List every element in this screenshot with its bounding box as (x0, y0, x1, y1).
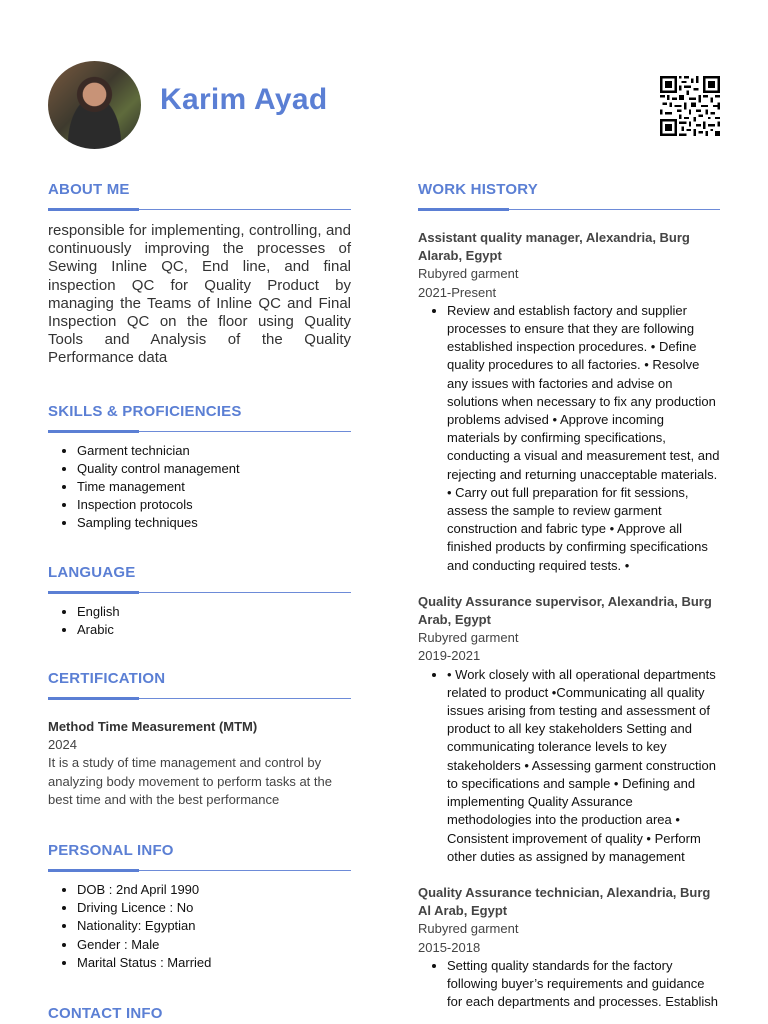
personal-section (48, 841, 351, 972)
job-description: • • Work closely with all operational departments related to product •Communicating all quality issues arising from testing and assessment of product to all key stakeholders Setting and communicating tolerance levels to key stakeholders • Assessing garment construction to specifications and sample • Defining and implementing Quality Assurance methodologies into the production area • Consistent improvement of quality • Perform other duties as assigned by management (447, 666, 720, 866)
section-divider (48, 431, 351, 433)
list-item: • Inspection protocols (77, 496, 351, 514)
contact-title: CONTACT INFO (48, 1005, 163, 1023)
skills-list (48, 442, 351, 533)
job-title: Assistant quality manager, Alexandria, Burg Alarab, Egypt (418, 230, 690, 264)
job-description-list (418, 302, 720, 575)
list-item: • Time management (77, 478, 351, 496)
language-list (48, 603, 351, 639)
language-section (48, 563, 351, 639)
personal-title: PERSONAL INFO (48, 842, 174, 860)
skills-title: SKILLS & PROFICIENCIES (48, 402, 242, 420)
job-company: Rubyred garment (418, 921, 519, 937)
job-description-list (418, 957, 720, 1012)
candidate-name: Karim Ayad (160, 83, 328, 116)
list-item: • Nationality: Egyptian (77, 917, 351, 935)
work-section (418, 180, 720, 1011)
job-entry (418, 884, 720, 1011)
job-company: Rubyred garment (418, 630, 519, 646)
job-title: Quality Assurance supervisor, Alexandria, Burg Arab, Egypt (418, 593, 712, 628)
job-period: 2021-Present (418, 284, 497, 300)
job-period: 2015-2018 (418, 939, 481, 955)
list-item: • Garment technician (77, 442, 351, 460)
skills-section (48, 402, 351, 533)
qr-code-icon[interactable] (660, 76, 720, 136)
section-divider (48, 592, 351, 594)
contact-section (48, 1004, 351, 1024)
job-company: Rubyred garment (418, 266, 519, 282)
certification-name: Method Time Measurement (MTM) (48, 719, 258, 735)
work-title: WORK HISTORY (418, 181, 538, 198)
list-item: • Quality control management (77, 460, 351, 478)
right-column (418, 180, 720, 1011)
job-entry (418, 229, 720, 575)
language-title: LANGUAGE (48, 563, 136, 581)
list-item: • Marital Status : Married (77, 954, 351, 972)
certification-title: CERTIFICATION (48, 670, 166, 688)
list-item: • Gender : Male (77, 936, 351, 954)
section-divider (48, 209, 351, 211)
about-section (48, 180, 351, 368)
certification-description: It is a study of time management and control by analyzing body movement to perform tasks at the best time and with the best performance (48, 755, 332, 807)
job-entry (418, 593, 720, 866)
job-description: • Review and establish factory and supplier processes to ensure that they are following established inspection procedures. • Define quality procedures to all factories. • Resolve any issues with factories and advise on solutions when necessary to fix any production problems advised • Approve incoming materials by confirming specifications, conducting a visual and measurement test, and rejecting and returning unacceptable materials. • Carry out full preparation for fit sessions, assess the sample to review garment construction and fabric type • Approve all finished products by confirming specifications and conducting required tests. • (447, 302, 720, 575)
list-item: • English (77, 603, 351, 621)
left-column (48, 180, 351, 1024)
list-item: • Driving Licence : No (77, 899, 351, 917)
section-divider (48, 698, 351, 700)
personal-list (48, 881, 351, 972)
job-period: 2019-2021 (418, 648, 481, 664)
job-title: Quality Assurance technician, Alexandria, Burg Al Arab, Egypt (418, 884, 711, 919)
certification-year: 2024 (48, 737, 77, 753)
list-item: • Arabic (77, 621, 351, 639)
job-description-list (418, 666, 720, 866)
about-title: ABOUT ME (48, 181, 130, 198)
resume-header (48, 61, 720, 149)
list-item: • DOB : 2nd April 1990 (77, 881, 351, 899)
certification-section (48, 669, 351, 809)
job-description: • Setting quality standards for the factory following buyer’s requirements and guidance for each departments and processes. Establish (447, 957, 720, 1012)
list-item: • Sampling techniques (77, 514, 351, 532)
profile-photo (48, 61, 141, 149)
section-divider (418, 209, 720, 211)
section-divider (48, 870, 351, 872)
about-text: responsible for implementing, controlling, and continuously improving the processes of Sewing Inline QC, End line, and final inspection QC for Quality Product by managing the Teams of Inline QC and Final Inspection QC on the floor using Quality Tools and Analysis of the Quality Performance data (48, 222, 351, 367)
